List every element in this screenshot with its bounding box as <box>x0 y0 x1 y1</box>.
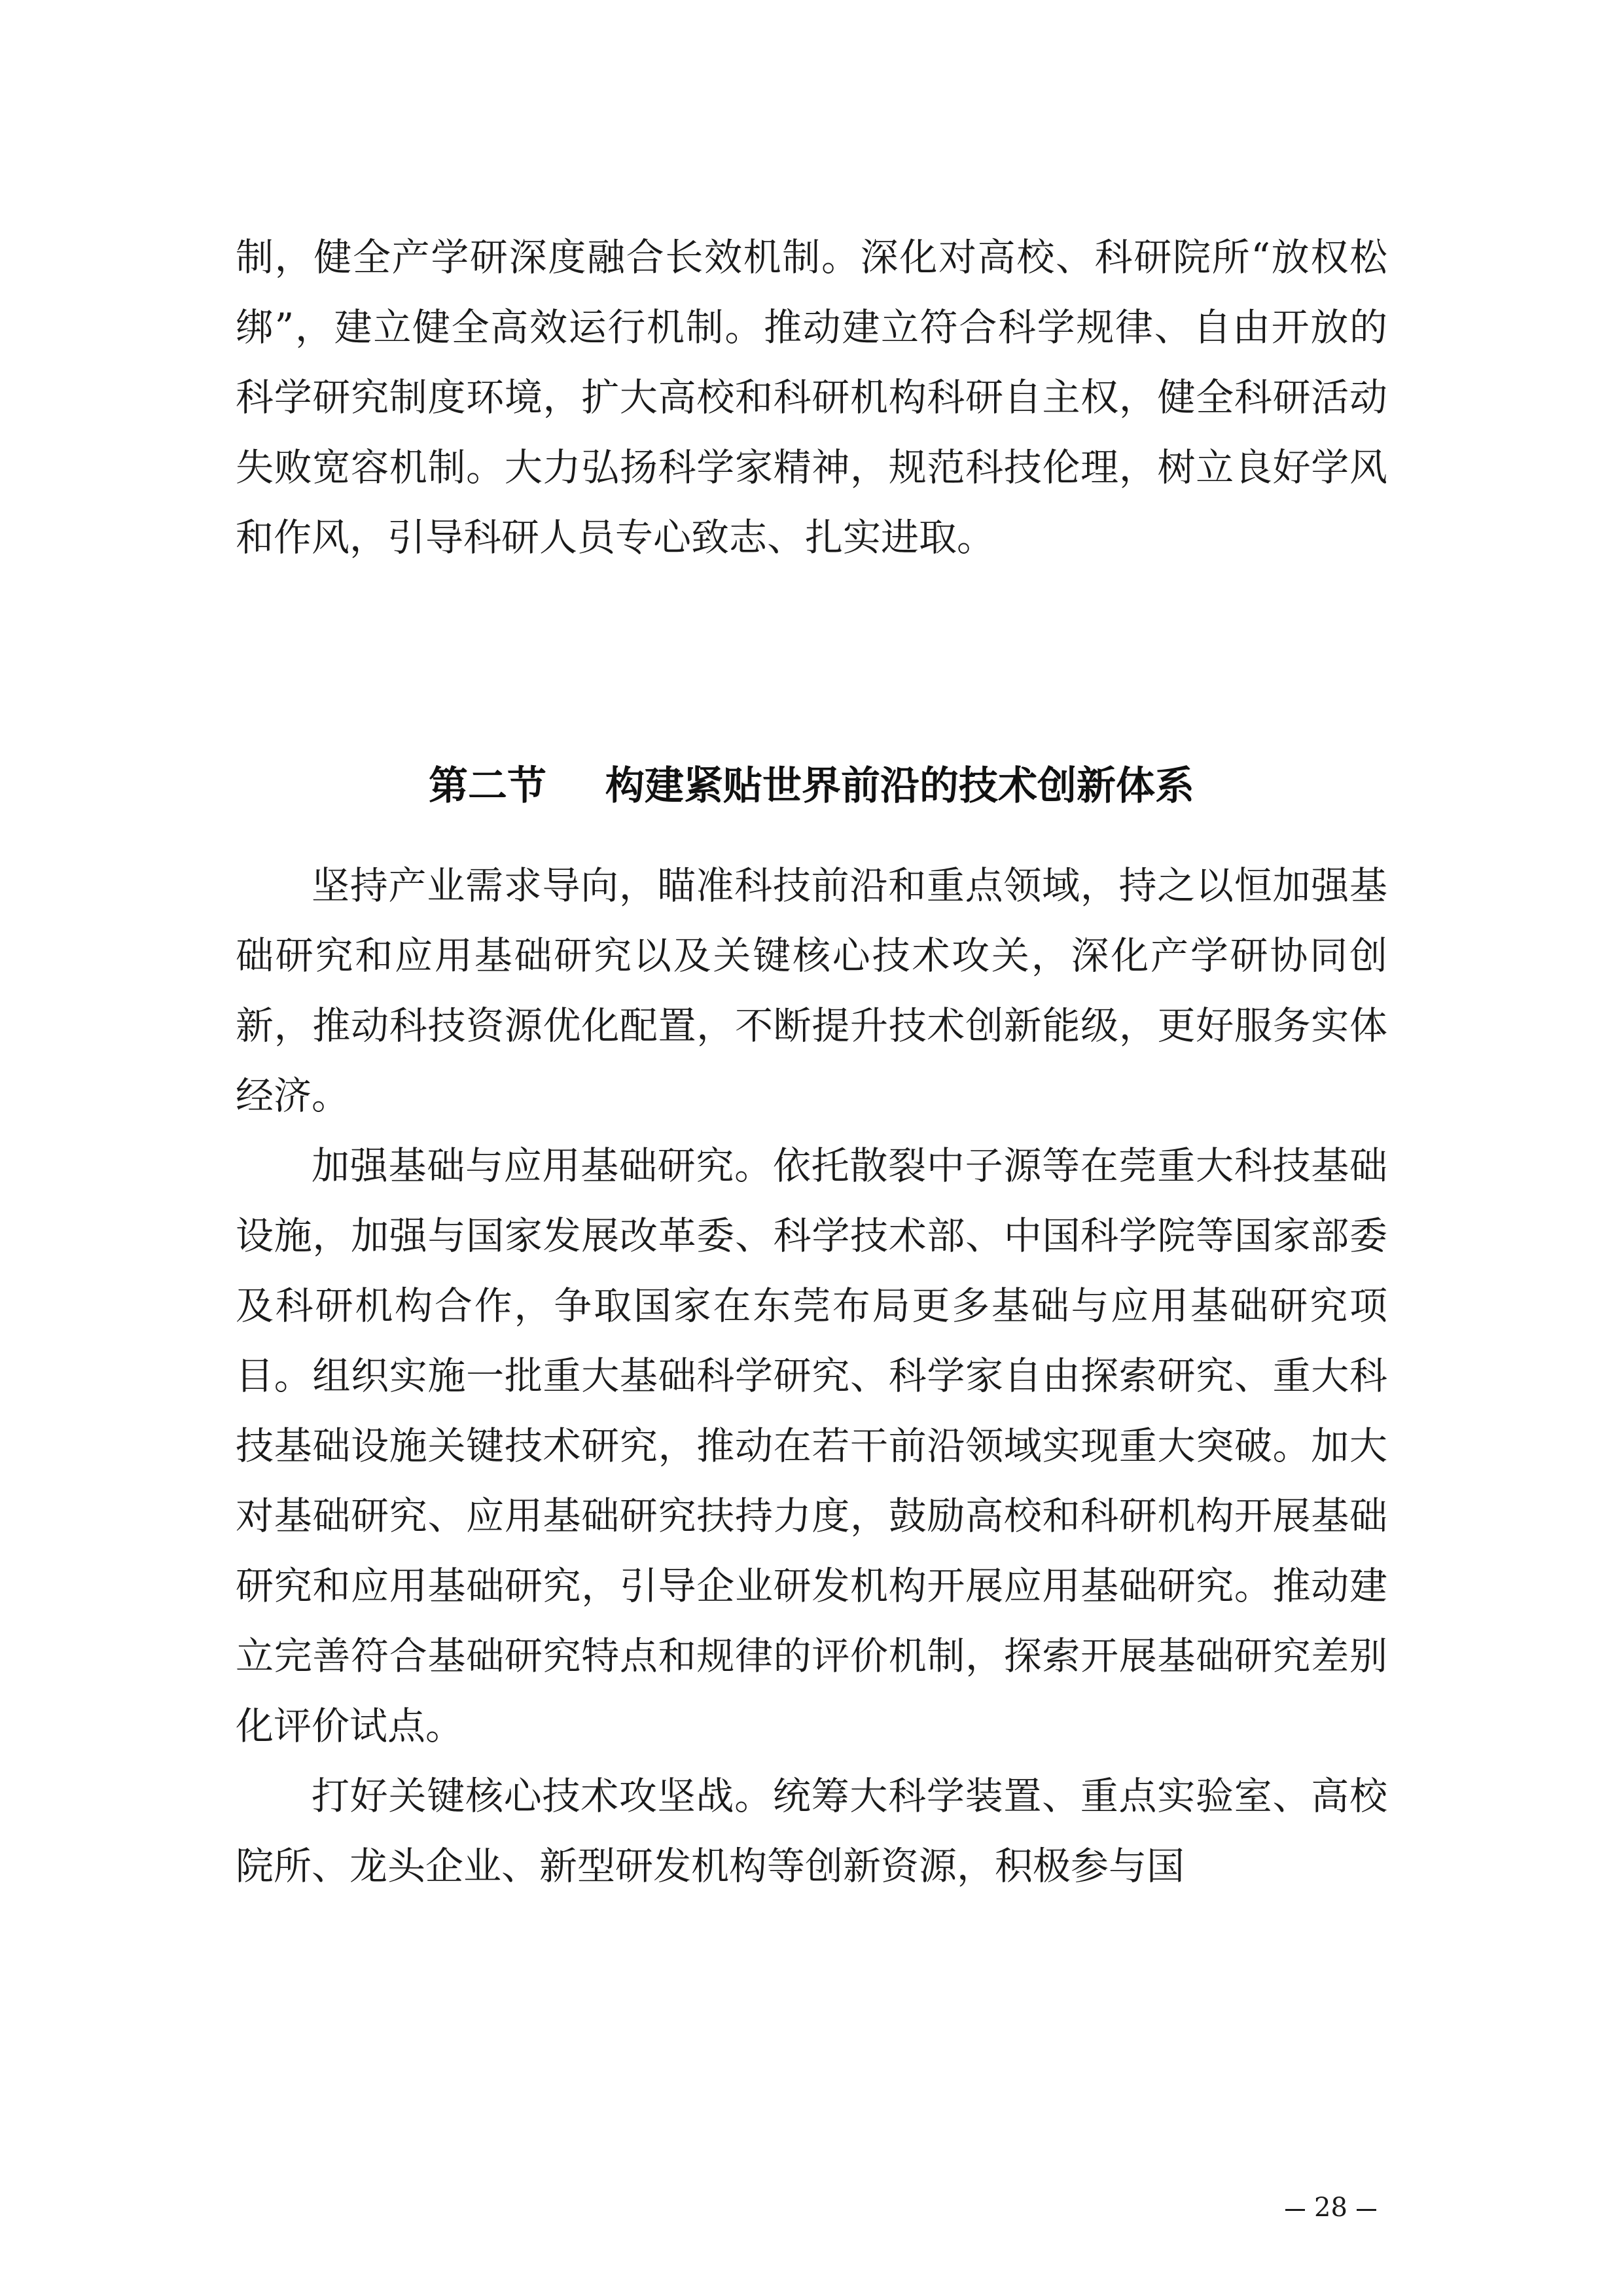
page-number-dash-right <box>1357 2209 1376 2211</box>
page-number-value: 28 <box>1314 2193 1347 2223</box>
core-technology-paragraph <box>236 1761 1387 1901</box>
paragraph-text: 统筹大科学装置、重点实验室、高校院所、龙头企业、新型研发机构等创新资源，积极参与国 <box>236 1774 1387 1888</box>
section-heading <box>236 751 1387 821</box>
section-number: 第二节 <box>429 763 546 809</box>
continuation-paragraph: 制，健全产学研深度融合长效机制。深化对高校、科研院所“放权松绑”，建立健全高效运行机制。推动建立符合科学规律、自由开放的科学研究制度环境，扩大高校和科研机构科研自主权，健全科研活动失败宽容机制。大力弘扬科学家精神，规范科技伦理，树立良好学风和作风，引导科研人员专心致志、扎实进取。 <box>236 235 1387 560</box>
intro-paragraph <box>236 851 1387 1131</box>
basic-research-paragraph <box>236 1131 1387 1761</box>
paragraph-text: 依托散裂中子源等在莞重大科技基础设施，加强与国家发展改革委、科学技术部、中国科学院等国家部委及科研机构合作，争取国家在东莞布局更多基础与应用基础研究项目。组织实施一批重大基础科学研究、科学家自由探索研究、重大科技基础设施关键技术研究，推动在若干前沿领域实现重大突破。加大对基础研究、应用基础研究扶持力度，鼓励高校和科研机构开展基础研究和应用基础研究，引导企业研发机构开展应用基础研究。推动建立完善符合基础研究特点和规律的评价机制，探索开展基础研究差别化评价试点。 <box>236 1143 1387 1748</box>
paragraph-lead: 加强基础与应用基础研究。 <box>312 1143 773 1188</box>
paragraph-lead: 打好关键核心技术攻坚战。 <box>312 1774 773 1818</box>
page-number-dash-left <box>1285 2209 1305 2211</box>
section-title: 构建紧贴世界前沿的技术创新体系 <box>605 763 1194 809</box>
continuation-block <box>236 223 1387 573</box>
page-number <box>1276 2193 1385 2223</box>
section-body <box>236 851 1387 1901</box>
paragraph-text: 坚持产业需求导向，瞄准科技前沿和重点领域，持之以恒加强基础研究和应用基础研究以及关键核心技术攻关，深化产学研协同创新，推动科技资源优化配置，不断提升技术创新能级，更好服务实体经济。 <box>236 863 1387 1118</box>
